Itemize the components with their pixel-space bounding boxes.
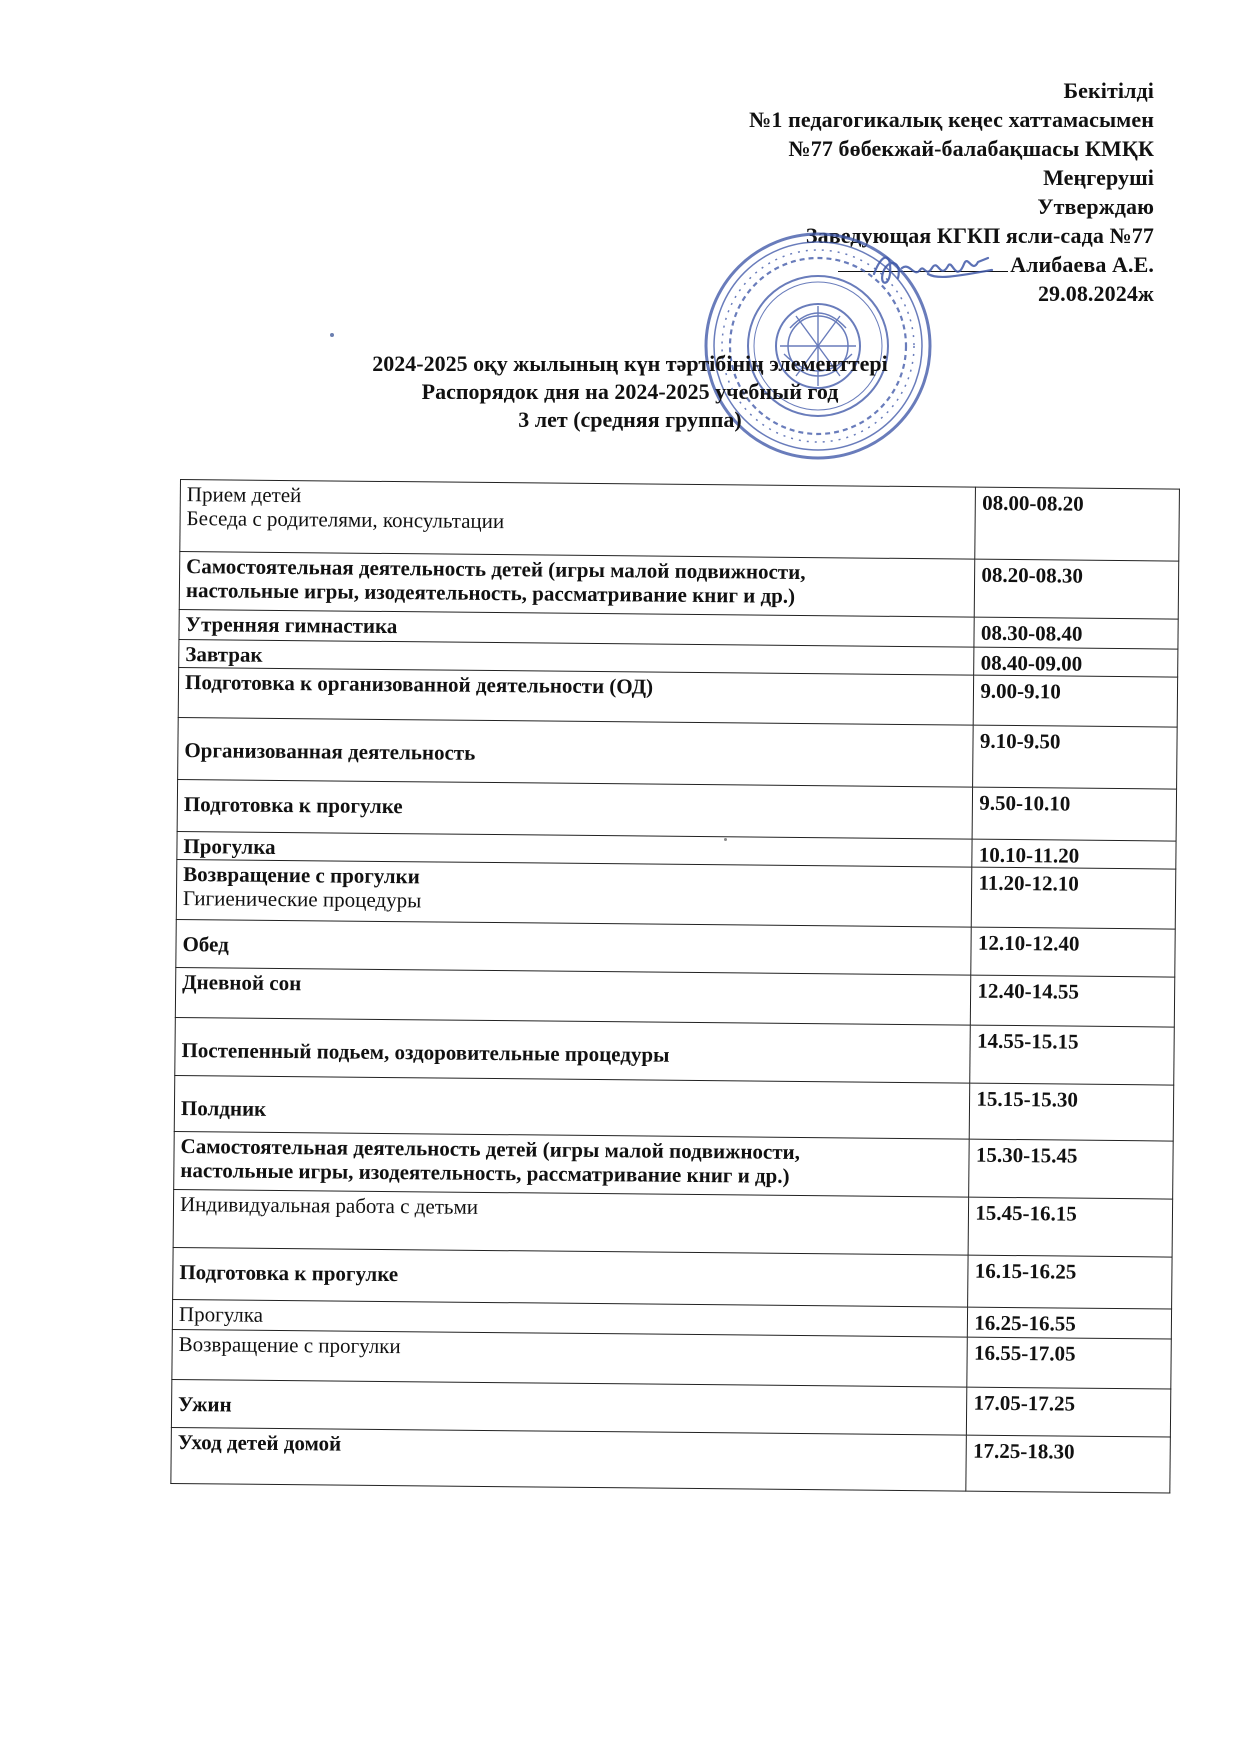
activity-text: Ужин (178, 1392, 232, 1417)
time-cell: 17.25-18.30 (966, 1435, 1170, 1493)
activity-text: Индивидуальная работа с детьми (179, 1192, 479, 1219)
scan-speck (724, 838, 727, 841)
time-cell: 15.15-15.30 (970, 1083, 1174, 1141)
time-cell: 9.10-9.50 (973, 725, 1177, 789)
activity-cell (178, 667, 974, 725)
activity-cell (175, 1017, 971, 1083)
schedule-row (173, 1189, 1173, 1257)
time-cell: 08.40-09.00 (974, 647, 1178, 677)
activity-cell (176, 919, 972, 975)
activity-cell (171, 1379, 967, 1435)
activity-text: Прогулка (183, 834, 276, 859)
schedule-row (178, 717, 1178, 789)
approval-line: Бекітілді (1063, 78, 1154, 103)
schedule-row (180, 480, 1180, 562)
activity-cell (176, 859, 972, 927)
document-titles (330, 350, 930, 434)
approval-line: №77 бөбекжай-балабақшасы КМҚК (788, 136, 1154, 161)
activity-cell (180, 480, 976, 560)
title-kazakh: 2024-2025 оқу жылының күн тәртібінің элементтері (372, 351, 888, 376)
activity-text: Возвращение с прогулки (183, 862, 420, 889)
signatory-name: Алибаева А.Е. (1010, 252, 1154, 277)
schedule-row (179, 552, 1179, 620)
schedule-row (175, 1017, 1175, 1085)
time-cell: 08.30-08.40 (974, 617, 1178, 649)
time-cell: 08.20-08.30 (975, 559, 1179, 619)
schedule-row (177, 779, 1176, 841)
activity-text: Гигиенические процедуры (182, 886, 422, 913)
activity-text: Прием детей (186, 482, 302, 508)
time-cell: 15.45-16.15 (968, 1197, 1172, 1257)
handwritten-signature (868, 244, 998, 294)
activity-cell (171, 1427, 967, 1491)
schedule-row (176, 859, 1176, 929)
approval-line: №1 педагогикалық кеңес хаттамасымен (749, 107, 1154, 132)
time-cell: 16.15-16.25 (968, 1255, 1172, 1309)
activity-text: Самостоятельная деятельность детей (игры малой подвижности, (186, 554, 806, 585)
activity-text: Дневной сон (182, 970, 302, 996)
activity-text: Организованная деятельность (184, 738, 476, 765)
activity-cell (175, 967, 971, 1025)
activity-text: Полдник (180, 1096, 267, 1121)
approval-line: Заведующая КГКП ясли-сада №77 (805, 223, 1154, 248)
activity-text: Возвращение с прогулки (178, 1332, 401, 1359)
activity-cell (173, 1247, 969, 1307)
activity-text: настольные игры, изодеятельность, рассматривание книг и др.) (180, 1158, 790, 1188)
time-cell: 11.20-12.10 (972, 867, 1176, 929)
scan-speck (330, 333, 334, 337)
activity-text: Прогулка (178, 1302, 264, 1327)
time-cell: 9.50-10.10 (972, 787, 1176, 841)
time-cell: 16.55-17.05 (967, 1337, 1171, 1389)
schedule-row (171, 1427, 1170, 1493)
title-group: 3 лет (средняя группа) (518, 407, 742, 432)
time-cell: 14.55-15.15 (970, 1025, 1174, 1085)
time-cell: 9.00-9.10 (974, 675, 1178, 727)
activity-text: Уход детей домой (177, 1430, 342, 1456)
activity-text: Утренняя гимнастика (185, 612, 398, 639)
time-cell: 17.05-17.25 (967, 1387, 1171, 1437)
activity-text: Подготовка к прогулке (179, 1260, 399, 1287)
time-cell: 08.00-08.20 (975, 487, 1179, 561)
activity-cell (174, 1131, 970, 1197)
approval-line: Утверждаю (1037, 194, 1154, 219)
activity-cell (177, 779, 973, 839)
activity-text: Завтрак (185, 642, 263, 667)
time-cell: 12.40-14.55 (971, 975, 1175, 1027)
activity-text: Подготовка к прогулке (183, 792, 403, 819)
schedule-table (170, 479, 1180, 1494)
time-cell: 12.10-12.40 (971, 927, 1175, 977)
time-cell: 15.30-15.45 (969, 1139, 1173, 1199)
activity-cell (179, 552, 975, 618)
schedule-body (171, 480, 1180, 1494)
activity-text: настольные игры, изодеятельность, рассматривание книг и др.) (185, 578, 796, 608)
time-cell: 16.25-16.55 (968, 1307, 1172, 1339)
activity-text: Подготовка к организованной деятельности (ОД) (184, 670, 654, 699)
schedule-row (173, 1247, 1172, 1309)
title-russian: Распорядок дня на 2024-2025 учебный год (421, 379, 839, 404)
approval-line: Меңгеруші (1043, 165, 1154, 190)
activity-cell (173, 1189, 969, 1255)
activity-cell (178, 717, 974, 787)
activity-cell (172, 1329, 968, 1387)
approval-date: 29.08.2024ж (1037, 281, 1154, 306)
schedule-row (174, 1075, 1173, 1141)
schedule-row (174, 1131, 1174, 1199)
activity-text: Постепенный подьем, оздоровительные процедуры (181, 1038, 670, 1067)
activity-cell (174, 1075, 970, 1139)
activity-text: Обед (182, 932, 229, 957)
time-cell: 10.10-11.20 (972, 839, 1176, 869)
activity-text: Самостоятельная деятельность детей (игры малой подвижности, (180, 1134, 801, 1164)
activity-text: Беседа с родителями, консультации (186, 506, 505, 534)
